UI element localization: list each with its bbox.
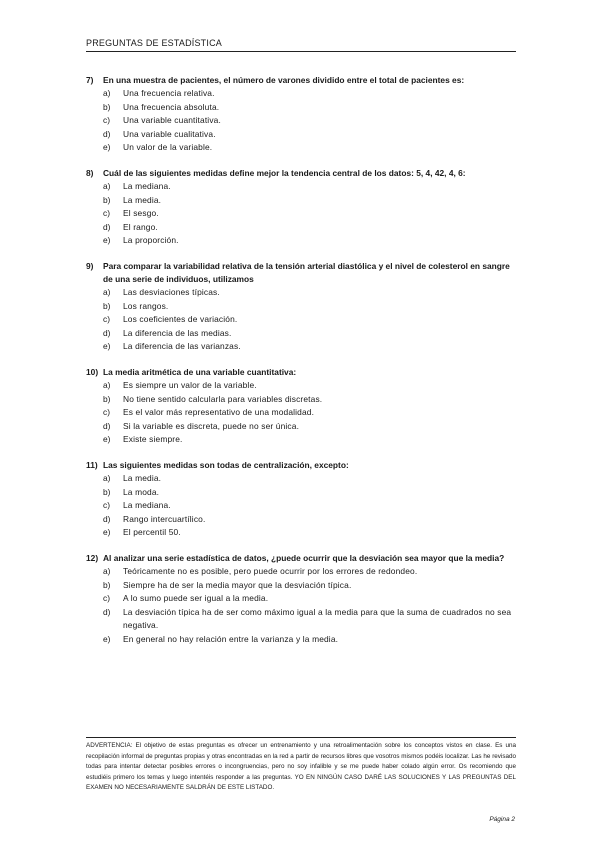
answer-option — [103, 513, 518, 527]
option-text: La diferencia de las varianzas. — [123, 341, 241, 351]
option-text: Si la variable es discreta, puede no ser única. — [123, 420, 300, 431]
answer-option — [103, 406, 518, 420]
option-letter: a) — [103, 287, 111, 297]
answer-option — [103, 606, 518, 633]
option-text: La moda. — [123, 486, 160, 497]
answer-option — [103, 207, 518, 221]
answer-option — [103, 300, 518, 314]
option-text: La desviación típica ha de ser como máximo igual a la media para que la suma de cuadrados no sea negativa. — [123, 606, 512, 630]
answer-option — [103, 592, 518, 606]
option-letter: c) — [103, 115, 110, 125]
option-letter: e) — [103, 235, 111, 245]
answer-option — [103, 340, 518, 354]
option-text: Teóricamente no es posible, pero puede ocurrir por los errores de redondeo. — [123, 566, 418, 576]
option-text: Es siempre un valor de la variable. — [123, 380, 257, 390]
question-text: Las siguientes medidas son todas de centralización, excepto: — [103, 460, 349, 470]
option-letter: b) — [103, 101, 111, 112]
question-number: 12) — [86, 553, 99, 563]
option-text: El sesgo. — [123, 208, 159, 218]
answer-option — [103, 141, 518, 155]
answer-option — [103, 579, 518, 593]
answer-option — [103, 565, 518, 579]
question-heading — [86, 260, 518, 286]
answer-options — [86, 379, 518, 447]
question-block — [86, 366, 518, 447]
question-number: 10) — [86, 367, 99, 377]
option-letter: d) — [103, 606, 111, 617]
answer-option — [103, 526, 518, 540]
option-letter: e) — [103, 633, 111, 644]
question-heading — [86, 552, 518, 565]
option-letter: d) — [103, 221, 111, 232]
answer-option — [103, 420, 518, 434]
option-text: La proporción. — [123, 235, 179, 245]
question-heading — [86, 366, 518, 379]
answer-option — [103, 472, 518, 486]
page-header — [86, 38, 516, 52]
option-letter: d) — [103, 128, 111, 139]
answer-option — [103, 194, 518, 208]
option-letter: b) — [103, 300, 111, 311]
document-title: PREGUNTAS DE ESTADÍSTICA — [86, 38, 222, 48]
option-letter: a) — [103, 473, 111, 483]
option-letter: e) — [103, 142, 111, 152]
question-list — [86, 74, 518, 659]
question-heading — [86, 167, 518, 180]
option-text: Los rangos. — [123, 300, 169, 311]
question-block — [86, 167, 518, 248]
answer-option — [103, 486, 518, 500]
question-block — [86, 74, 518, 155]
answer-option — [103, 128, 518, 142]
answer-option — [103, 327, 518, 341]
question-heading — [86, 459, 518, 472]
option-text: Es el valor más representativo de una modalidad. — [123, 407, 315, 417]
question-block — [86, 552, 518, 646]
option-letter: d) — [103, 420, 111, 431]
option-text: La diferencia de las medias. — [123, 327, 232, 338]
answer-option — [103, 221, 518, 235]
option-text: Un valor de la variable. — [123, 142, 213, 152]
answer-option — [103, 180, 518, 194]
option-text: El rango. — [123, 221, 158, 232]
answer-options — [86, 87, 518, 155]
option-letter: c) — [103, 314, 110, 324]
option-letter: b) — [103, 486, 111, 497]
option-letter: a) — [103, 380, 111, 390]
question-number: 7) — [86, 75, 94, 85]
option-letter: b) — [103, 194, 111, 205]
option-text: El percentil 50. — [123, 527, 181, 537]
option-text: Los coeficientes de variación. — [123, 314, 238, 324]
answer-option — [103, 499, 518, 513]
option-letter: e) — [103, 527, 111, 537]
option-text: Rango intercuartílico. — [123, 513, 206, 524]
option-text: La media. — [123, 194, 162, 205]
option-letter: b) — [103, 579, 111, 590]
question-block — [86, 260, 518, 354]
option-letter: c) — [103, 407, 110, 417]
option-letter: b) — [103, 393, 111, 404]
question-number: 9) — [86, 261, 94, 271]
answer-options — [86, 180, 518, 248]
option-text: Siempre ha de ser la media mayor que la desviación típica. — [123, 579, 352, 590]
question-heading — [86, 74, 518, 87]
answer-option — [103, 286, 518, 300]
option-text: A lo sumo puede ser igual a la media. — [123, 593, 269, 603]
question-block — [86, 459, 518, 540]
question-text: Para comparar la variabilidad relativa de la tensión arterial diastólica y el nivel de colesterol en sangre de una serie de individuos, utilizamos — [103, 261, 510, 284]
answer-option — [103, 234, 518, 248]
option-text: Una frecuencia relativa. — [123, 88, 215, 98]
option-letter: d) — [103, 513, 111, 524]
option-text: Las desviaciones típicas. — [123, 287, 220, 297]
answer-options — [86, 286, 518, 354]
option-letter: e) — [103, 434, 111, 444]
question-number: 11) — [86, 460, 98, 470]
page-number: Página 2 — [489, 816, 515, 823]
page-footer — [86, 737, 516, 794]
answer-option — [103, 114, 518, 128]
answer-option — [103, 633, 518, 647]
answer-options — [86, 472, 518, 540]
option-text: Una frecuencia absoluta. — [123, 101, 220, 112]
answer-option — [103, 101, 518, 115]
question-text: Cuál de las siguientes medidas define mejor la tendencia central de los datos: 5, 4, 42, 4, 6: — [103, 168, 466, 178]
option-letter: a) — [103, 88, 111, 98]
question-number: 8) — [86, 168, 94, 178]
option-text: La media. — [123, 473, 162, 483]
answer-options — [86, 565, 518, 646]
answer-option — [103, 379, 518, 393]
option-letter: c) — [103, 208, 110, 218]
option-letter: d) — [103, 327, 111, 338]
option-text: Existe siempre. — [123, 434, 183, 444]
option-text: No tiene sentido calcularla para variables discretas. — [123, 393, 323, 404]
answer-option — [103, 87, 518, 101]
answer-option — [103, 433, 518, 447]
question-text: Al analizar una serie estadística de datos, ¿puede ocurrir que la desviación sea mayor que la media? — [103, 553, 505, 563]
option-letter: c) — [103, 500, 110, 510]
disclaimer-text: ADVERTENCIA: El objetivo de estas preguntas es ofrecer un entrenamiento y una retroalimentación sobre los conceptos vistos en clase. Es una recopilación informal de preguntas propias y otras encontradas en la red a partir de recursos libres que vosotros mismos podéis localizar. Las he revisado todas para intentar detectar posibles errores o incongruencias, pero no soy infalible y se me puede haber colado algún error. Os recomiendo que estudiéis primero los temas y luego intentéis responder a las preguntas. YO EN NINGÚN CASO DARÉ LAS SOLUCIONES Y LAS PREGUNTAS DEL EXAMEN NO NECESARIAMENTE SALDRÁN DE ESTE LISTADO. — [86, 742, 516, 792]
answer-option — [103, 393, 518, 407]
option-text: Una variable cualitativa. — [123, 128, 216, 139]
option-text: La mediana. — [123, 181, 171, 191]
question-text: En una muestra de pacientes, el número de varones dividido entre el total de pacientes es: — [103, 75, 465, 85]
option-letter: a) — [103, 566, 111, 576]
option-letter: c) — [103, 593, 110, 603]
option-text: La mediana. — [123, 500, 171, 510]
option-text: En general no hay relación entre la varianza y la media. — [123, 633, 339, 644]
question-text: La media aritmética de una variable cuantitativa: — [103, 367, 297, 377]
option-letter: e) — [103, 341, 111, 351]
option-letter: a) — [103, 181, 111, 191]
answer-option — [103, 313, 518, 327]
option-text: Una variable cuantitativa. — [123, 115, 221, 125]
